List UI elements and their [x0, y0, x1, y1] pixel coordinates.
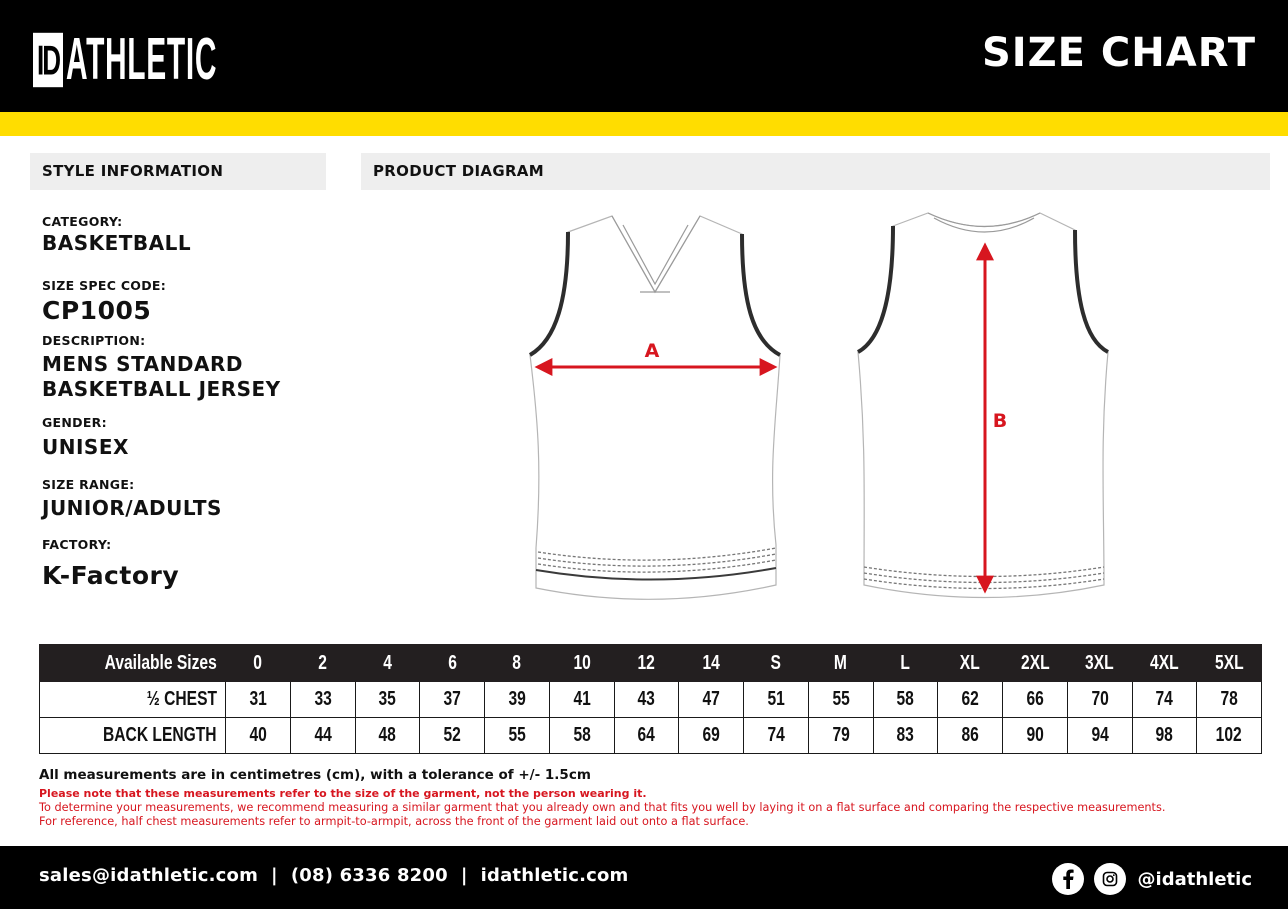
measurement-cell: 51 — [744, 682, 809, 718]
garment-warning: Please note that these measurements refer to the size of the garment, not the person wearing it. — [39, 787, 647, 800]
description-line-2: BASKETBALL JERSEY — [42, 377, 281, 401]
measurement-row-label: BACK LENGTH — [40, 718, 226, 754]
size-header-cell: XL — [938, 645, 1003, 682]
spec-code-value: CP1005 — [42, 296, 152, 325]
measurement-cell: 69 — [679, 718, 744, 754]
instagram-icon[interactable] — [1094, 863, 1126, 895]
jersey-back — [858, 213, 1108, 598]
measurement-cell: 35 — [355, 682, 420, 718]
measurement-cell: 39 — [485, 682, 550, 718]
measurement-cell: 98 — [1132, 718, 1197, 754]
measurement-cell: 64 — [614, 718, 679, 754]
category-label: CATEGORY: — [42, 214, 123, 229]
facebook-icon[interactable] — [1052, 863, 1084, 895]
measurement-label-b: B — [992, 410, 1008, 432]
measurement-cell: 31 — [226, 682, 291, 718]
measurement-cell: 94 — [1067, 718, 1132, 754]
category-value: BASKETBALL — [42, 231, 192, 255]
measurement-cell: 58 — [549, 718, 614, 754]
table-row — [40, 718, 1262, 754]
accent-bar — [0, 112, 1288, 136]
gender-value: UNISEX — [42, 435, 129, 459]
size-header-row — [40, 645, 1262, 682]
size-header-cell: 4XL — [1132, 645, 1197, 682]
size-header-cell: 8 — [485, 645, 550, 682]
size-header-cell: 6 — [420, 645, 485, 682]
gender-label: GENDER: — [42, 415, 107, 430]
email-link[interactable]: sales@idathletic.com — [39, 865, 259, 886]
tolerance-note: All measurements are in centimetres (cm), with a tolerance of +/- 1.5cm — [39, 767, 591, 783]
size-header-cell: S — [744, 645, 809, 682]
measurement-cell: 62 — [938, 682, 1003, 718]
measurement-row-label: ½ CHEST — [40, 682, 226, 718]
measurement-cell: 79 — [808, 718, 873, 754]
separator: | — [460, 865, 468, 886]
measurement-cell: 44 — [290, 718, 355, 754]
size-header-cell: 12 — [614, 645, 679, 682]
social-handle[interactable]: @idathletic — [1137, 868, 1252, 890]
measurement-cell: 55 — [485, 718, 550, 754]
measuring-advice: To determine your measurements, we recommend measuring a similar garment that you already own and that fits you well by laying it on a flat surface and comparing the respective measurements. — [39, 801, 1166, 814]
description-label: DESCRIPTION: — [42, 333, 146, 348]
size-header-cell: L — [873, 645, 938, 682]
product-diagram-heading: PRODUCT DIAGRAM — [361, 153, 1270, 190]
measurement-cell: 74 — [1132, 682, 1197, 718]
brand-logo[interactable] — [33, 26, 288, 93]
measurement-cell: 74 — [744, 718, 809, 754]
measurement-cell: 83 — [873, 718, 938, 754]
size-header-cell: 2XL — [1003, 645, 1068, 682]
measurement-cell: 86 — [938, 718, 1003, 754]
measurement-cell: 90 — [1003, 718, 1068, 754]
available-sizes-label: Available Sizes — [40, 645, 226, 682]
jersey-front — [530, 216, 780, 599]
contact-line — [39, 865, 629, 886]
measurement-cell: 52 — [420, 718, 485, 754]
table-row — [40, 682, 1262, 718]
logo-text: ATHLETIC — [66, 26, 218, 93]
size-header-cell: M — [808, 645, 873, 682]
measurement-notes — [39, 767, 1269, 828]
size-header-cell: 14 — [679, 645, 744, 682]
measurement-cell: 43 — [614, 682, 679, 718]
measurement-cell: 41 — [549, 682, 614, 718]
measurement-cell: 48 — [355, 718, 420, 754]
size-header-cell: 3XL — [1067, 645, 1132, 682]
size-header-cell: 4 — [355, 645, 420, 682]
logo-mark: ID — [33, 33, 63, 87]
header — [0, 0, 1288, 112]
measurement-cell: 55 — [808, 682, 873, 718]
description-line-1: MENS STANDARD — [42, 352, 243, 376]
spec-code-label: SIZE SPEC CODE: — [42, 278, 167, 293]
social-links — [1052, 863, 1252, 895]
style-info-heading: STYLE INFORMATION — [30, 153, 326, 190]
factory-label: FACTORY: — [42, 537, 112, 552]
footer — [0, 846, 1288, 909]
measurement-cell: 66 — [1003, 682, 1068, 718]
measurement-cell: 37 — [420, 682, 485, 718]
product-diagram — [520, 205, 1120, 610]
measurement-cell: 58 — [873, 682, 938, 718]
measurement-cell: 40 — [226, 718, 291, 754]
size-range-label: SIZE RANGE: — [42, 477, 135, 492]
size-range-value: JUNIOR/ADULTS — [42, 496, 222, 520]
measurement-cell: 70 — [1067, 682, 1132, 718]
measurement-cell: 102 — [1197, 718, 1262, 754]
half-chest-note: For reference, half chest measurements refer to armpit-to-armpit, across the front of the garment laid out onto a flat surface. — [39, 815, 749, 828]
separator: | — [271, 865, 278, 886]
size-header-cell: 5XL — [1197, 645, 1262, 682]
measurement-cell: 33 — [290, 682, 355, 718]
size-chart-table — [39, 644, 1262, 754]
website-link[interactable]: idathletic.com — [480, 865, 629, 886]
size-header-cell: 2 — [290, 645, 355, 682]
page-title: SIZE CHART — [981, 30, 1256, 76]
phone-number[interactable]: (08) 6336 8200 — [290, 865, 448, 886]
measurement-label-a: A — [644, 340, 660, 362]
size-header-cell: 0 — [226, 645, 291, 682]
factory-value: K-Factory — [42, 561, 180, 590]
measurement-cell: 47 — [679, 682, 744, 718]
measurement-cell: 78 — [1197, 682, 1262, 718]
size-header-cell: 10 — [549, 645, 614, 682]
